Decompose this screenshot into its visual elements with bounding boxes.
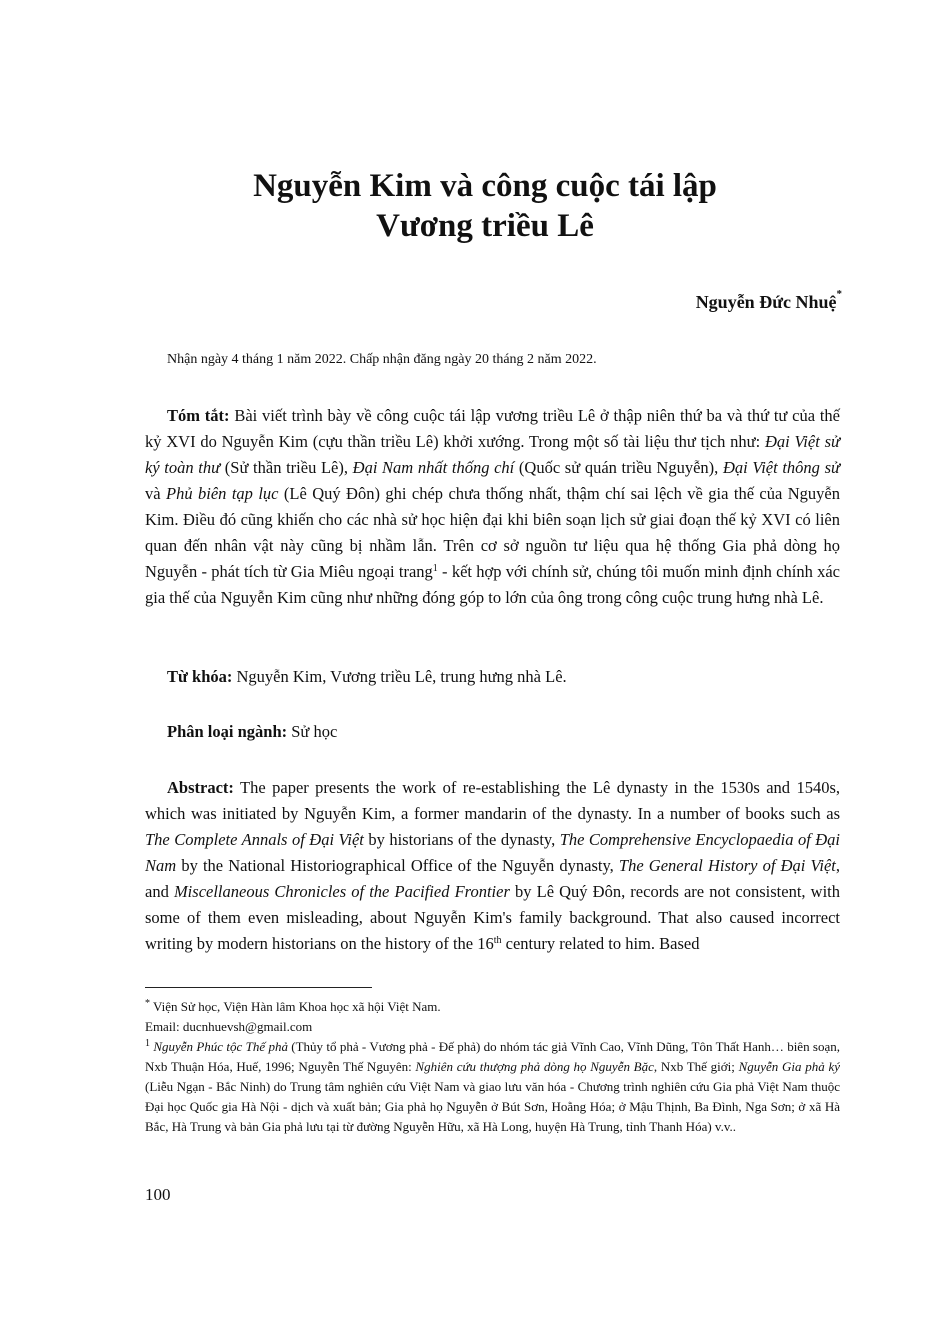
keywords-label: Từ khóa: — [167, 667, 233, 686]
en-abstract-title-1: The Complete Annals of Đại Việt — [145, 830, 364, 849]
en-abstract-text-4: , and — [145, 856, 840, 901]
footnote-1-title-2: Nghiên cứu thượng phả dòng họ Nguyễn Bặc — [415, 1059, 654, 1074]
title-line-2: Vương triều Lê — [376, 208, 594, 244]
field-classification — [145, 719, 840, 745]
vn-abstract-label: Tóm tắt: — [167, 406, 230, 425]
en-abstract-text-6: century related to him. Based — [501, 934, 700, 953]
title-line-1: Nguyễn Kim và công cuộc tái lập — [253, 168, 717, 204]
author-footnote-marker: * — [836, 288, 842, 300]
vn-abstract-text-6: - kết hợp với chính sử, chúng tôi muốn minh định chính xác gia thế của Nguyễn Kim cũng như những đóng góp to lớn của ông trong công cuộc trung hưng nhà Lê. — [145, 562, 841, 607]
field-text: Sử học — [287, 722, 338, 741]
vn-abstract-title-1: Đại Việt sử ký toàn thư — [145, 432, 840, 477]
footnote-1-text-2: , Nxb Thế giới; — [653, 1059, 739, 1074]
vn-abstract-text-1: Bài viết trình bày về công cuộc tái lập vương triều Lê ở thập niên thứ ba và thứ tư của thế kỷ XVI do Nguyễn Kim (cựu thần triều Lê) khởi xướng. Trong một số tài liệu thư tịch như: — [145, 406, 840, 451]
vn-abstract-title-4: Phủ biên tạp lục — [166, 484, 279, 503]
footnote-1-text-3: (Liễu Ngạn - Bắc Ninh) do Trung tâm nghiên cứu Việt Nam và giao lưu văn hóa - Chương trình nghiên cứu Gia phả Việt Nam thuộc Đại học Quốc gia Hà Nội - dịch và xuất bản; Gia phả họ Nguyễn ở Bút Sơn, Hoằng Hóa; ở Mậu Thịnh, Ba Đình, Nga Sơn; ở xã Hà Bắc, Hà Trung và bản Gia phả lưu tại từ đường Nguyễn Hữu, xã Hà Long, huyện Hà Trung, tỉnh Thanh Hóa) v.v.. — [145, 1079, 840, 1134]
english-abstract — [145, 775, 840, 957]
author-name-text: Nguyễn Đức Nhuệ — [695, 292, 837, 312]
vn-abstract-text-2: (Sử thần triều Lê), — [220, 458, 353, 477]
vn-abstract-text-5: (Lê Quý Đôn) ghi chép chưa thống nhất, thậm chí sai lệch về gia thế của Nguyễn Kim. Điều đó cũng khiến cho các nhà sử học hiện đại khi biên soạn lịch sử giai đoạn thế kỷ XVI có liên quan đến nhân vật này cũng bị nhầm lẫn. Trên cơ sở nguồn tư liệu qua hệ thống Gia phả dòng họ Nguyễn - phát tích từ Gia Miêu ngoại trang — [145, 484, 840, 581]
en-abstract-text-1: The paper presents the work of re-establishing the Lê dynasty in the 1530s and 1540s, which was initiated by Nguyễn Kim, a former mandarin of the dynasty. In a number of books such as — [145, 778, 840, 823]
vn-abstract-title-2: Đại Nam nhất thống chí — [352, 458, 515, 477]
vietnamese-abstract — [145, 403, 840, 611]
page-number: 100 — [145, 1185, 171, 1204]
footnote-1 — [145, 1037, 840, 1137]
affiliation-text: Viện Sử học, Viện Hàn lâm Khoa học xã hội Việt Nam. — [150, 999, 441, 1014]
author-name — [695, 288, 842, 313]
received-dates: Nhận ngày 4 tháng 1 năm 2022. Chấp nhận đăng ngày 20 tháng 2 năm 2022. — [167, 352, 597, 367]
article-title — [120, 166, 850, 246]
footnote-1-title-1: Nguyễn Phúc tộc Thế phả — [150, 1039, 288, 1054]
en-abstract-text-2: by historians of the dynasty, — [363, 830, 560, 849]
footnote-ref-1[interactable]: 1 — [432, 563, 438, 574]
footnote-affiliation — [145, 997, 840, 1017]
footnote-1-text-1: (Thủy tổ phả - Vương phả - Đế phả) do nhóm tác giả Vĩnh Cao, Vĩnh Dũng, Tôn Thất Hanh… biên soạn, Nxb Thuận Hóa, Huế, 1996; Nguyễn Thế Nguyên: — [145, 1039, 840, 1074]
footnote-1-title-3: Nguyễn Gia phả ký — [738, 1059, 840, 1074]
vn-abstract-text-3: (Quốc sử quán triều Nguyễn), — [514, 458, 723, 477]
footnotes — [145, 997, 840, 1137]
en-abstract-title-3: The General History of Đại Việt — [618, 856, 836, 875]
vn-abstract-title-3: Đại Việt thông sử — [722, 458, 840, 477]
en-abstract-text-3: by the National Historiographical Office of the Nguyễn dynasty, — [176, 856, 619, 875]
vn-abstract-text-4: và — [145, 484, 166, 503]
en-abstract-text-5: by Lê Quý Đôn, records are not consistent, with some of them even misleading, about Nguyễn Kim's family background. That also caused incorrect writing by modern historians on the history of the 16 — [145, 882, 840, 953]
ordinal-superscript: th — [493, 935, 502, 946]
footnote-1-marker: 1 — [145, 1038, 150, 1049]
keywords — [145, 664, 840, 690]
footnote-separator — [145, 987, 372, 988]
en-abstract-title-2: The Comprehensive Encyclopaedia of Đại Nam — [145, 830, 841, 875]
field-label: Phân loại ngành: — [167, 722, 288, 741]
keywords-text: Nguyễn Kim, Vương triều Lê, trung hưng nhà Lê. — [232, 667, 567, 686]
affiliation-marker: * — [145, 998, 150, 1009]
en-abstract-label: Abstract: — [167, 778, 234, 797]
author-email[interactable]: Email: ducnhuevsh@gmail.com — [145, 1019, 313, 1034]
en-abstract-title-4: Miscellaneous Chronicles of the Pacified Frontier — [173, 882, 510, 901]
